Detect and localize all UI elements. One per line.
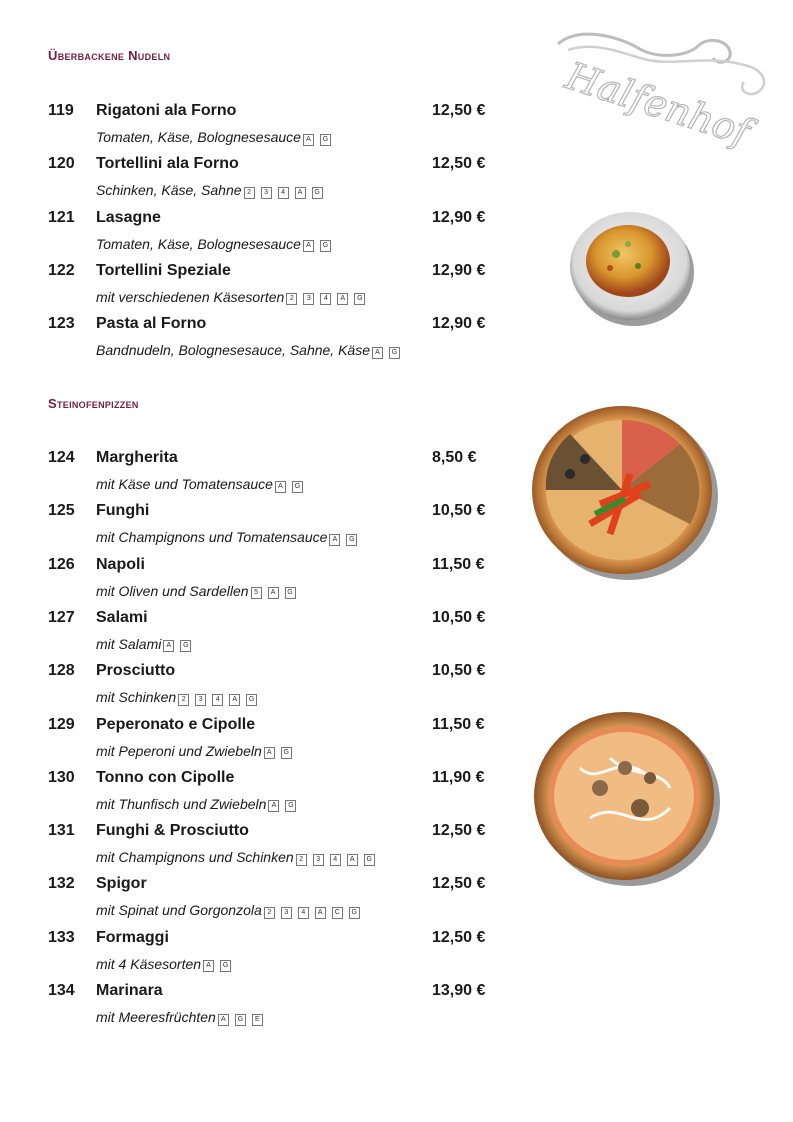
item-price: 11,90 € (432, 768, 485, 786)
item-description: mit verschiedenen Käsesorten (96, 288, 285, 305)
menu-item (48, 982, 493, 1002)
allergen-code-box: 3 (261, 187, 272, 199)
item-description: Tomaten, Käse, Bolognesesauce (96, 129, 301, 145)
item-number: 128 (48, 662, 75, 680)
item-name: Spigor (96, 875, 147, 893)
item-description: mit 4 Käsesorten (96, 955, 202, 972)
allergen-code-box: G (389, 347, 400, 359)
item-price: 12,50 € (432, 875, 486, 893)
item-number: 122 (48, 261, 75, 279)
item-description-row (96, 236, 337, 253)
item-description: mit Champignons und Schinken (96, 849, 294, 866)
item-price: 12,50 € (432, 102, 486, 119)
allergen-code-box: C (332, 907, 343, 919)
item-description-row (96, 583, 302, 600)
allergen-codes (244, 184, 329, 200)
item-number: 120 (48, 155, 75, 173)
menu-item (48, 929, 493, 949)
allergen-code-box: 4 (278, 187, 289, 199)
allergen-code-box: A (163, 640, 174, 652)
allergen-code-box: G (364, 854, 375, 866)
item-price: 11,50 € (432, 715, 485, 733)
allergen-codes (286, 290, 371, 306)
item-price: 12,90 € (432, 315, 486, 333)
allergen-code-box: G (281, 747, 292, 759)
item-price: 12,50 € (432, 928, 486, 946)
allergen-codes (251, 584, 302, 600)
allergen-code-box: 4 (330, 854, 341, 866)
item-price: 12,90 € (432, 208, 486, 226)
allergen-code-box: A (275, 481, 286, 493)
item-description: Bandnudeln, Bolognesesauce, Sahne, Käse (96, 342, 370, 359)
item-description: mit Oliven und Sardellen (96, 582, 249, 599)
item-description-row (96, 689, 263, 706)
item-description: mit Thunfisch und Zwiebeln (96, 795, 267, 812)
allergen-code-box: A (347, 854, 358, 866)
item-name: Pasta al Forno (96, 315, 207, 333)
item-number: 134 (48, 982, 75, 999)
allergen-code-box: E (252, 1014, 263, 1026)
item-price: 10,50 € (432, 608, 486, 626)
allergen-code-box: 3 (281, 907, 292, 919)
item-name: Tonno con Cipolle (96, 768, 235, 786)
allergen-code-box: A (315, 907, 326, 919)
allergen-codes (372, 343, 406, 359)
item-name: Rigatoni ala Forno (96, 102, 237, 119)
item-description-row (96, 476, 309, 493)
item-description: mit Meeresfrüchten (96, 1009, 216, 1025)
menu-item (48, 822, 493, 842)
item-price: 12,50 € (432, 155, 486, 173)
allergen-code-box: A (203, 960, 214, 972)
allergen-code-box: G (320, 134, 331, 146)
allergen-code-box: G (349, 907, 360, 919)
allergen-codes (178, 690, 263, 706)
item-description-row (96, 902, 366, 919)
allergen-code-box: 4 (298, 907, 309, 919)
item-description-row (96, 636, 197, 653)
item-number: 119 (48, 102, 74, 119)
allergen-code-box: G (246, 694, 257, 706)
allergen-code-box: G (312, 187, 323, 199)
allergen-code-box: 3 (195, 694, 206, 706)
allergen-code-box: G (354, 293, 365, 305)
menu-item (48, 875, 493, 895)
item-description: mit Käse und Tomatensauce (96, 476, 273, 492)
item-name: Napoli (96, 555, 145, 573)
section-title-steinofenpizzen: Steinofenpizzen (48, 396, 139, 411)
item-number: 123 (48, 315, 75, 333)
pizza-photo-2 (530, 708, 722, 888)
item-price: 13,90 € (432, 982, 486, 999)
menu-item (48, 209, 493, 229)
allergen-code-box: A (303, 240, 314, 252)
item-name: Marinara (96, 982, 163, 999)
item-price: 8,50 € (432, 449, 477, 466)
menu-item (48, 556, 493, 576)
item-name: Margherita (96, 449, 178, 466)
menu-item (48, 155, 493, 175)
item-description: Schinken, Käse, Sahne (96, 182, 242, 199)
item-name: Funghi & Prosciutto (96, 822, 249, 840)
item-name: Formaggi (96, 928, 169, 946)
allergen-code-box: G (180, 640, 191, 652)
item-number: 133 (48, 928, 75, 946)
item-number: 130 (48, 768, 75, 786)
item-description-row (96, 289, 371, 306)
allergen-codes (264, 744, 298, 760)
item-description-row (96, 129, 337, 146)
pizza-photo-1 (530, 404, 720, 582)
allergen-code-box: 3 (313, 854, 324, 866)
allergen-codes (203, 957, 237, 973)
menu-item (48, 315, 493, 335)
allergen-codes (303, 237, 337, 253)
item-price: 12,50 € (432, 822, 486, 840)
item-name: Prosciutto (96, 662, 176, 680)
allergen-code-box: G (285, 587, 296, 599)
lasagne-dish-photo (566, 206, 696, 328)
item-name: Tortellini Speziale (96, 261, 231, 279)
item-description: mit Champignons und Tomatensauce (96, 529, 328, 546)
allergen-code-box: 2 (296, 854, 307, 866)
section-title-ueberbackene-nudeln: Überbackene Nudeln (48, 48, 171, 63)
menu-item (48, 502, 493, 522)
allergen-code-box: G (285, 800, 296, 812)
item-number: 132 (48, 875, 75, 893)
item-number: 126 (48, 555, 75, 573)
allergen-code-box: G (220, 960, 231, 972)
item-number: 124 (48, 449, 75, 466)
item-number: 129 (48, 715, 75, 733)
item-description-row (96, 796, 302, 813)
menu-item (48, 609, 493, 629)
allergen-code-box: 2 (178, 694, 189, 706)
allergen-code-box: A (372, 347, 383, 359)
item-description: mit Schinken (96, 689, 177, 706)
allergen-code-box: A (303, 134, 314, 146)
allergen-code-box: G (235, 1014, 246, 1026)
item-name: Lasagne (96, 208, 161, 226)
allergen-codes (264, 904, 366, 920)
item-number: 121 (48, 208, 75, 226)
allergen-code-box: A (337, 293, 348, 305)
menu-item (48, 262, 493, 282)
allergen-codes (163, 637, 197, 653)
item-number: 127 (48, 608, 75, 626)
allergen-codes (218, 1010, 269, 1026)
allergen-code-box: 4 (320, 293, 331, 305)
allergen-code-box: 3 (303, 293, 314, 305)
allergen-codes (329, 531, 363, 547)
menu-item (48, 716, 493, 736)
menu-item (48, 449, 493, 469)
item-name: Funghi (96, 502, 150, 520)
item-description-row (96, 956, 237, 973)
allergen-code-box: A (268, 800, 279, 812)
item-price: 10,50 € (432, 662, 486, 680)
allergen-code-box: G (320, 240, 331, 252)
item-description-row (96, 342, 406, 359)
allergen-code-box: G (292, 481, 303, 493)
item-description: Tomaten, Käse, Bolognesesauce (96, 235, 301, 252)
allergen-code-box: 2 (244, 187, 255, 199)
allergen-codes (296, 850, 381, 866)
item-description-row (96, 849, 381, 866)
item-price: 12,90 € (432, 261, 486, 279)
item-description-row (96, 182, 329, 199)
allergen-codes (275, 477, 309, 493)
allergen-code-box: A (229, 694, 240, 706)
item-description-row (96, 529, 363, 546)
item-price: 10,50 € (432, 502, 486, 520)
item-description-row (96, 1009, 269, 1026)
logo-lettering: Halfenhof (560, 53, 756, 155)
allergen-codes (303, 130, 337, 146)
allergen-code-box: 2 (286, 293, 297, 305)
item-description: mit Spinat und Gorgonzola (96, 902, 262, 919)
item-description: mit Salami (96, 635, 162, 652)
item-number: 131 (48, 822, 75, 840)
allergen-code-box: 5 (251, 587, 262, 599)
menu-item (48, 102, 493, 122)
item-description-row (96, 743, 298, 760)
allergen-code-box: A (268, 587, 279, 599)
allergen-code-box: G (346, 534, 357, 546)
allergen-code-box: A (329, 534, 340, 546)
allergen-code-box: 4 (212, 694, 223, 706)
menu-item (48, 662, 493, 682)
allergen-code-box: A (295, 187, 306, 199)
item-number: 125 (48, 502, 75, 520)
item-name: Peperonato e Cipolle (96, 715, 256, 733)
allergen-code-box: A (218, 1014, 229, 1026)
allergen-code-box: 2 (264, 907, 275, 919)
menu-item (48, 769, 493, 789)
allergen-codes (268, 797, 302, 813)
halfenhof-logo (548, 26, 778, 176)
item-price: 11,50 € (432, 555, 485, 573)
item-name: Tortellini ala Forno (96, 155, 239, 173)
item-name: Salami (96, 608, 148, 626)
allergen-code-box: A (264, 747, 275, 759)
item-description: mit Peperoni und Zwiebeln (96, 742, 262, 759)
